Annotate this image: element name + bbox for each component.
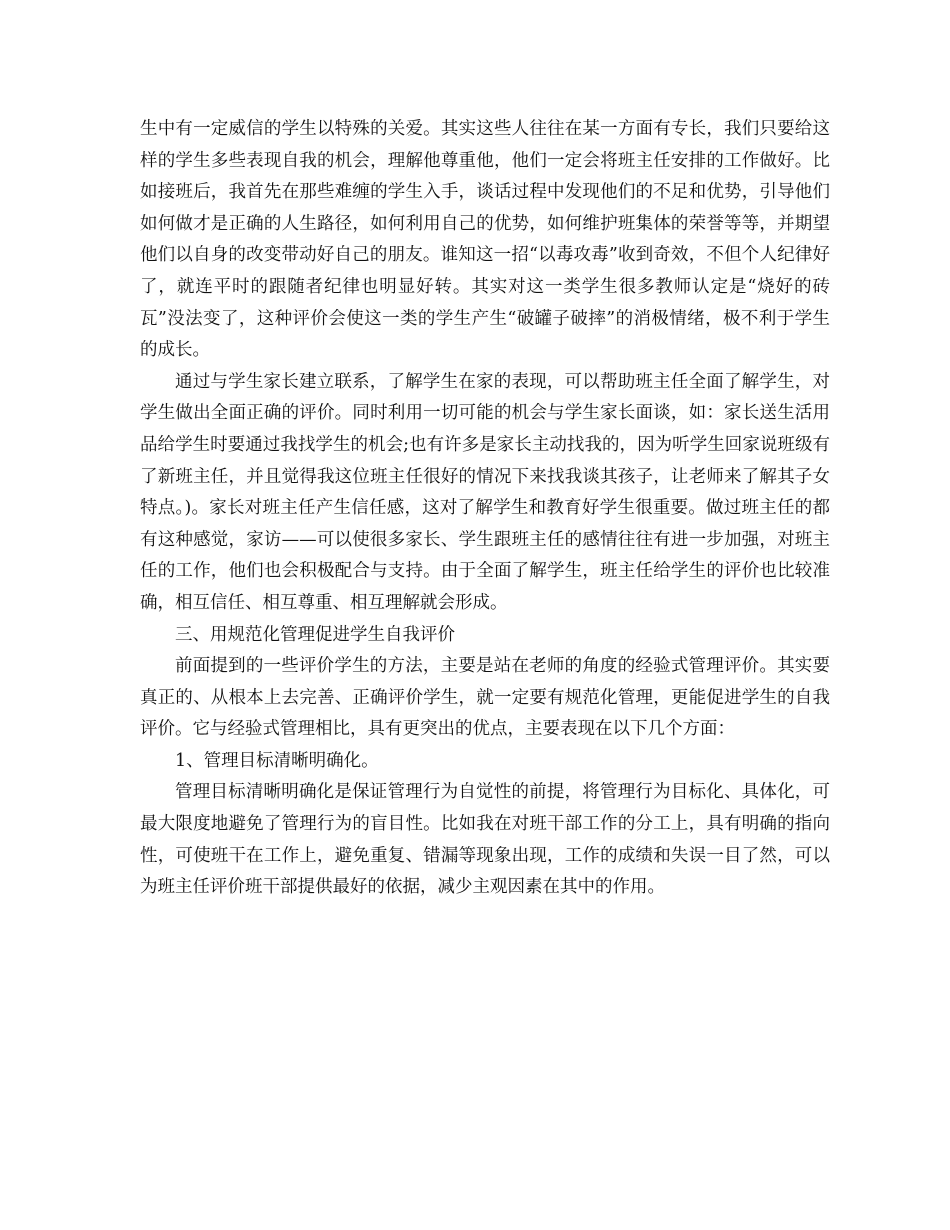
paragraph-1: 生中有一定威信的学生以特殊的关爱。其实这些人往往在某一方面有专长，我们只要给这样的学生多些表现自我的机会，理解他尊重他，他们一定会将班主任安排的工作做好。比如接班后，我首先在那些难缠的学生入手，谈话过程中发现他们的不足和优势，引导他们如何做才是正确的人生路径，如何利用自己的优势，如何维护班集体的荣誉等等，并期望他们以自身的改变带动好自己的朋友。谁知这一招“以毒攻毒”收到奇效，不但个人纪律好了，就连平时的跟随者纪律也明显好转。其实对这一类学生很多教师认定是“烧好的砖瓦”没法变了，这种评价会使这一类的学生产生“破罐子破摔”的消极情绪，极不利于学生的成长。 [140,119,830,361]
document-body [140,114,830,904]
subheading-1: 1、管理目标清晰明确化。 [175,750,379,771]
paragraph-2: 通过与学生家长建立联系，了解学生在家的表现，可以帮助班主任全面了解学生，对学生做出全面正确的评价。同时利用一切可能的机会与学生家长面谈，如：家长送生活用品给学生时要通过我找学生的机会;也有许多是家长主动找我的，因为听学生回家说班级有了新班主任，并且觉得我这位班主任很好的情况下来找我谈其孩子，让老师来了解其子女特点。)。家长对班主任产生信任感，这对了解学生和教育好学生很重要。做过班主任的都有这种感觉，家访——可以使很多家长、学生跟班主任的感情往往有进一步加强，对班主任的工作，他们也会积极配合与支持。由于全面了解学生，班主任给学生的评价也比较准确，相互信任、相互尊重、相互理解就会形成。 [140,371,830,613]
section-heading: 三、用规范化管理促进学生自我评价 [175,624,455,645]
paragraph-4: 管理目标清晰明确化是保证管理行为自觉性的前提，将管理行为目标化、具体化，可最大限度地避免了管理行为的盲目性。比如我在对班干部工作的分工上，具有明确的指向性，可使班干在工作上，避免重复、错漏等现象出现，工作的成绩和失误一目了然，可以为班主任评价班干部提供最好的依据，减少主观因素在其中的作用。 [140,782,830,898]
paragraph-3: 前面提到的一些评价学生的方法，主要是站在老师的角度的经验式管理评价。其实要真正的、从根本上去完善、正确评价学生，就一定要有规范化管理，更能促进学生的自我评价。它与经验式管理相比，具有更突出的优点，主要表现在以下几个方面： [140,656,830,740]
